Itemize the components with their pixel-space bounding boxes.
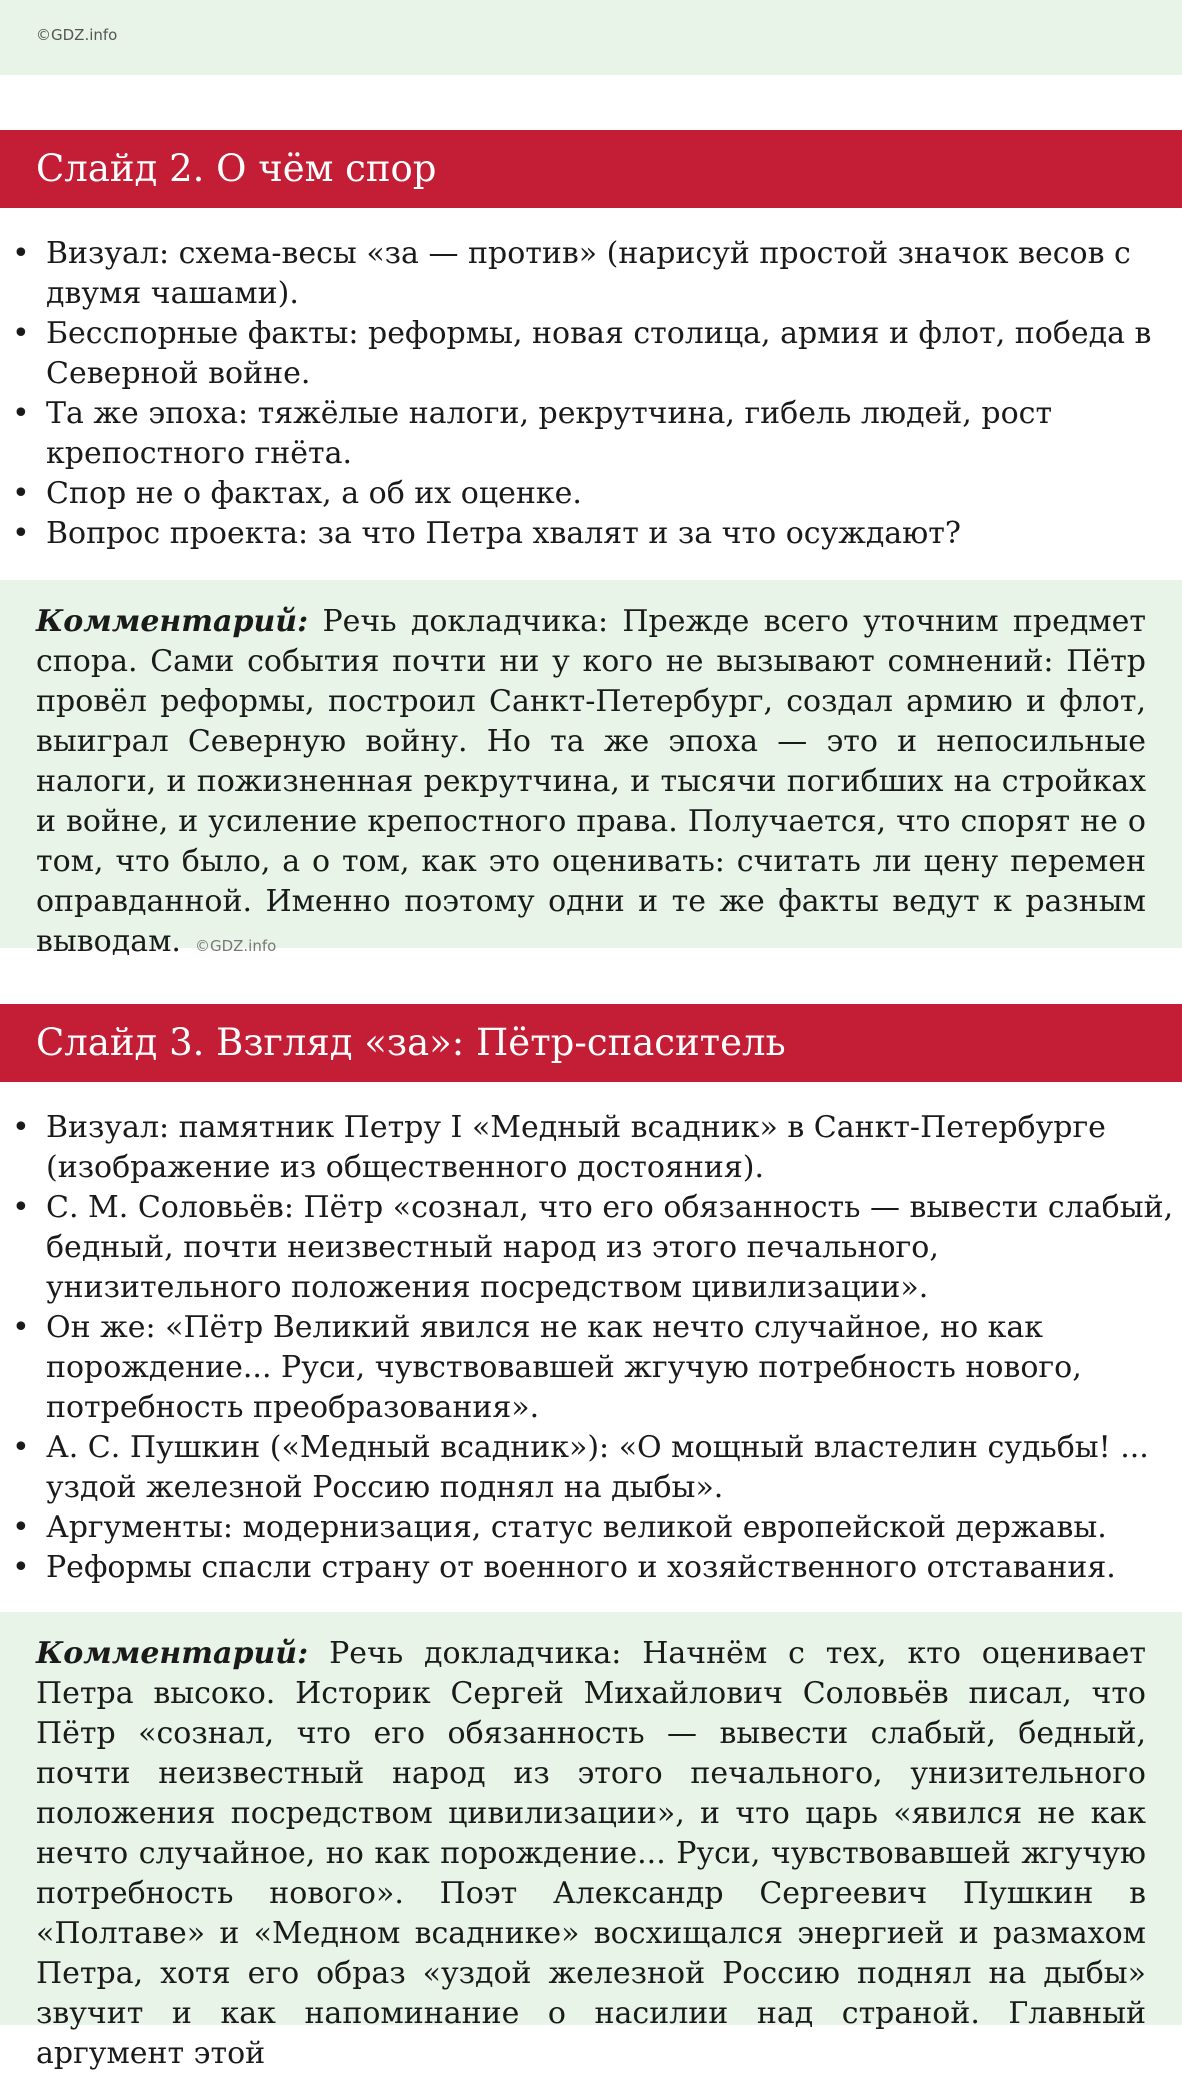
- list-item: • Визуал: памятник Петру I «Медный всадник» в Санкт-Петербурге (изображение из общественного достояния).: [12, 1110, 1106, 1185]
- slide-title: Слайд 2. О чём спор: [0, 130, 1182, 208]
- list-item: • А. С. Пушкин («Медный всадник»): «О мощный властелин судьбы! ... уздой железной Россию поднял на дыбы».: [12, 1430, 1149, 1505]
- list-item: • С. М. Соловьёв: Пётр «сознал, что его обязанность — вывести слабый, бедный, почти неизвестный народ из этого печального, унизительного положения посредством цивилизации».: [12, 1190, 1174, 1305]
- slide-title: Слайд 3. Взгляд «за»: Пётр-спаситель: [0, 1004, 1182, 1082]
- list-item: • Он же: «Пётр Великий явился не как нечто случайное, но как порождение... Руси, чувствовавшей жгучую потребность нового, потребность преобразования».: [12, 1310, 1082, 1425]
- top-band: [0, 0, 1182, 75]
- watermark-logo: ©GDZ.info: [36, 26, 118, 44]
- comment-box: [0, 1612, 1182, 2071]
- comment-label: Комментарий:: [36, 1636, 309, 1671]
- list-item: • Бесспорные факты: реформы, новая столица, армия и флот, победа в Северной войне.: [12, 316, 1152, 391]
- bullet-list: [12, 1108, 1182, 1588]
- list-item: • Визуал: схема-весы «за — против» (нарисуй простой значок весов с двумя чашами).: [12, 236, 1131, 311]
- list-item: • Вопрос проекта: за что Петра хвалят и за что осуждают?: [12, 516, 961, 551]
- bullet-list: [12, 234, 1182, 554]
- list-item: • Реформы спасли страну от военного и хозяйственного отставания.: [12, 1550, 1116, 1585]
- comment-box: [0, 580, 1182, 959]
- comment-text: Речь докладчика: Начнём с тех, кто оценивает Петра высоко. Историк Сергей Михайлович Соловьёв писал, что Пётр «сознал, что его обязанность — вывести слабый, бедный, почти неизвестный народ из этого печального, унизительного положения посредством цивилизации», и что царь «явился не как нечто случайное, но как порождение... Руси, чувствовавшей жгучую потребность нового». Поэт Александр Сергеевич Пушкин в «Полтаве» и «Медном всаднике» восхищался энергией и размахом Петра, хотя его образ «уздой железной Россию поднял на дыбы» звучит и как напоминание о насилии над страной. Главный аргумент этой: [36, 1636, 1146, 2071]
- watermark-logo: ©GDZ.info: [194, 937, 277, 955]
- comment-text: Речь докладчика: Прежде всего уточним предмет спора. Сами события почти ни у кого не вызывают сомнений: Пётр провёл реформы, построил Санкт-Петербург, создал армию и флот, выиграл Северную войну. Но та же эпоха — это и непосильные налоги, и пожизненная рекрутчина, и тысячи погибших на стройках и войне, и усиление крепостного права. Получается, что спорят не о том, что было, а о том, как это оценивать: считать ли цену перемен оправданной. Именно поэтому одни и те же факты ведут к разным выводам.: [36, 604, 1146, 959]
- list-item: • Та же эпоха: тяжёлые налоги, рекрутчина, гибель людей, рост крепостного гнёта.: [12, 396, 1053, 471]
- comment-label: Комментарий:: [36, 604, 309, 639]
- list-item: • Аргументы: модернизация, статус великой европейской державы.: [12, 1510, 1107, 1545]
- list-item: • Спор не о фактах, а об их оценке.: [12, 476, 582, 511]
